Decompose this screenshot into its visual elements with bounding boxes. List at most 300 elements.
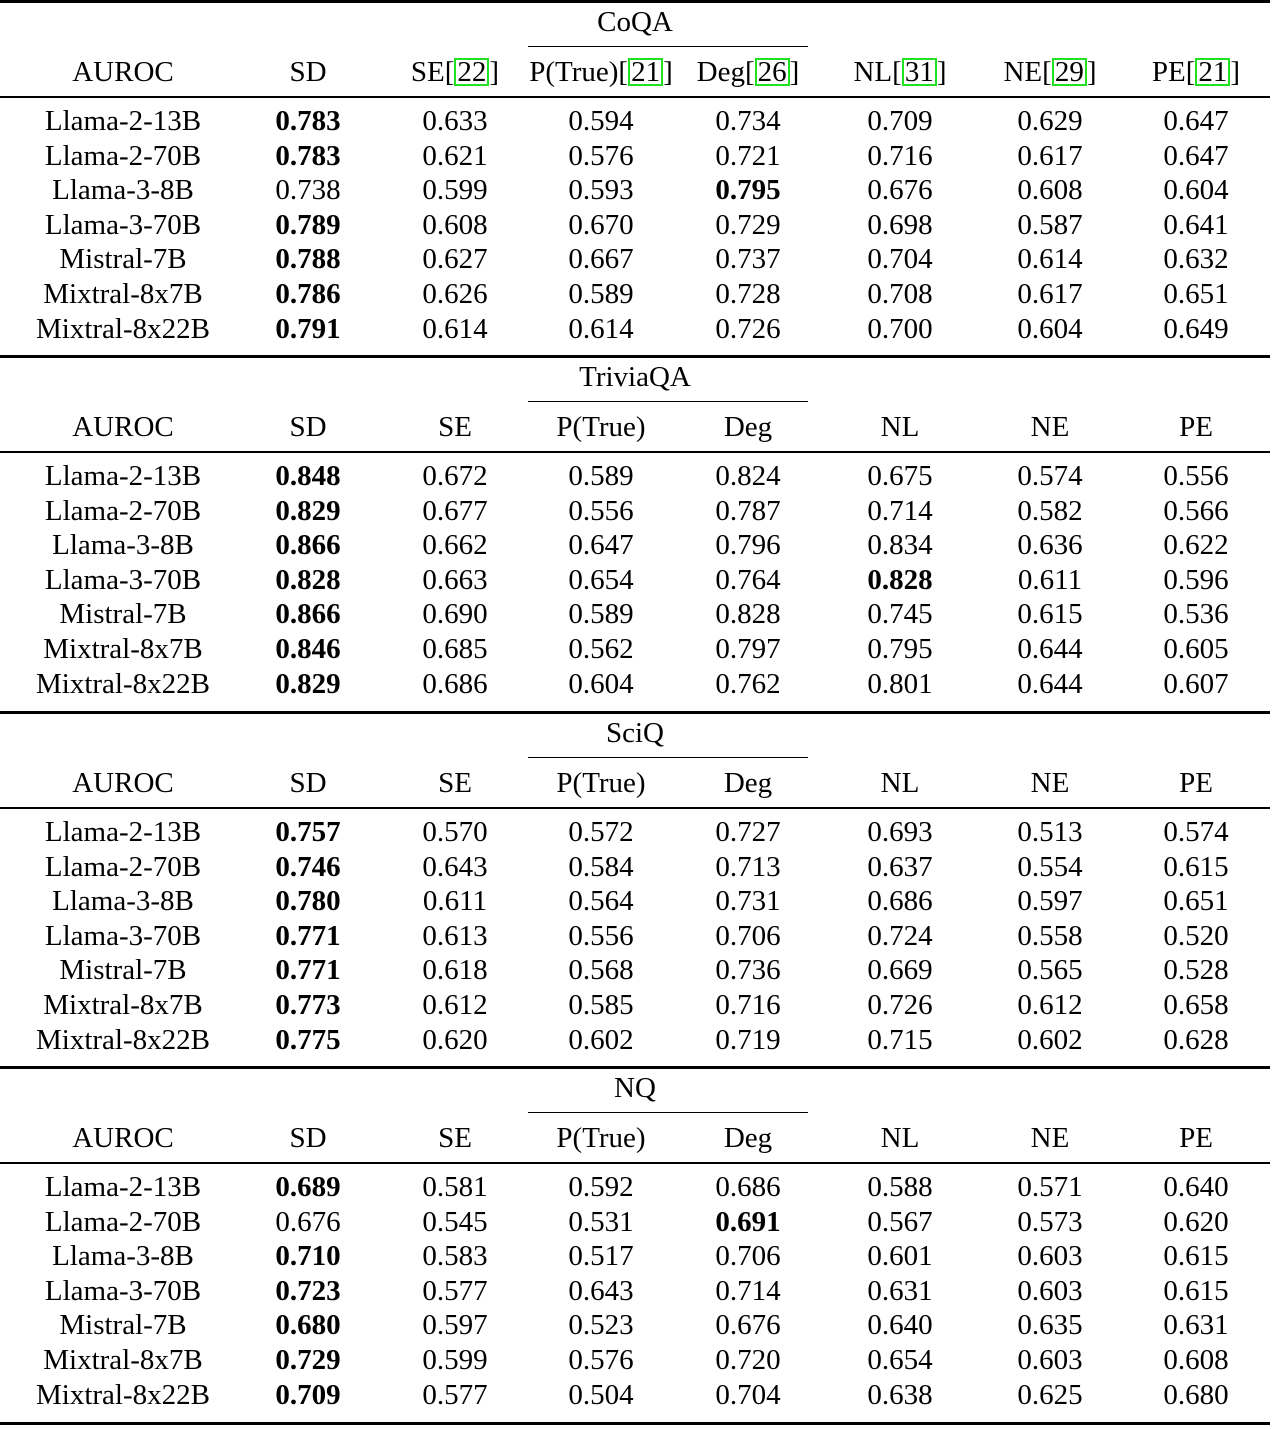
score-cell-nl: 0.715 [867, 1023, 933, 1056]
top-rule [0, 355, 1270, 358]
table-row [0, 1308, 1272, 1343]
score-cell-se: 0.599 [422, 1344, 488, 1376]
score-cell-ne: 0.602 [1017, 1023, 1083, 1056]
column-label: NL [880, 1122, 920, 1154]
score-cell-se: 0.577 [422, 1378, 488, 1411]
score-cell-nl: 0.567 [867, 1205, 933, 1238]
score-cell-pe: 0.649 [1163, 312, 1229, 345]
dataset-block-nq [0, 1066, 1272, 1421]
table-row [0, 667, 1272, 702]
model-name: Mixtral-8x7B [43, 633, 203, 665]
score-cell-se: 0.545 [422, 1205, 488, 1238]
table-row [0, 494, 1272, 529]
score-cell-ne: 0.554 [1017, 850, 1083, 883]
score-cell-ptrue: 0.568 [568, 954, 634, 987]
score-cell-ne: 0.617 [1017, 278, 1083, 310]
citation-bracket-close: ] [789, 56, 800, 88]
score-cell-deg: 0.736 [715, 954, 781, 987]
score-cell-sd: 0.828 [275, 563, 341, 596]
score-cell-deg: 0.716 [715, 989, 781, 1021]
citation-link[interactable]: 22 [454, 58, 489, 86]
column-header-se [395, 55, 515, 90]
score-cell-ptrue: 0.602 [568, 1023, 634, 1056]
score-cell-se: 0.570 [422, 816, 488, 848]
column-header-sd [248, 410, 368, 445]
table-row [0, 528, 1272, 563]
score-cell-deg: 0.714 [715, 1274, 781, 1307]
score-cell-se: 0.577 [422, 1274, 488, 1307]
model-name: Llama-3-8B [52, 885, 194, 918]
score-cell-pe: 0.620 [1163, 1205, 1229, 1238]
score-cell-ne: 0.617 [1017, 139, 1083, 172]
column-label: NE [1030, 1122, 1070, 1154]
dataset-cmidrule [528, 46, 808, 47]
score-cell-pe: 0.622 [1163, 529, 1229, 562]
column-label: SE [410, 56, 445, 88]
score-cell-ptrue: 0.564 [568, 885, 634, 918]
model-name: Mixtral-8x7B [43, 1344, 203, 1376]
score-cell-ne: 0.603 [1017, 1344, 1083, 1376]
score-cell-sd: 0.723 [275, 1274, 341, 1307]
model-name: Mixtral-8x22B [36, 312, 210, 345]
score-cell-ne: 0.625 [1017, 1378, 1083, 1411]
model-name: Mistral-7B [59, 243, 187, 276]
score-cell-nl: 0.745 [867, 598, 933, 631]
table-row [0, 1274, 1272, 1309]
column-header-ne [990, 410, 1110, 445]
score-cell-nl: 0.631 [867, 1274, 933, 1307]
table-row [0, 563, 1272, 598]
score-cell-ptrue: 0.562 [568, 633, 634, 665]
metric-header: AUROC [72, 1122, 174, 1154]
model-name: Llama-2-70B [44, 850, 202, 883]
score-cell-ne: 0.644 [1017, 667, 1083, 700]
score-cell-pe: 0.556 [1163, 460, 1229, 492]
score-cell-nl: 0.675 [867, 460, 933, 492]
score-cell-sd: 0.676 [275, 1205, 341, 1238]
column-label: PE [1151, 56, 1186, 88]
score-cell-sd: 0.775 [275, 1023, 341, 1056]
score-cell-ptrue: 0.584 [568, 850, 634, 883]
score-cell-deg: 0.704 [715, 1378, 781, 1411]
top-rule [0, 1066, 1270, 1069]
column-header-ptrue [520, 766, 682, 801]
score-cell-sd: 0.771 [275, 919, 341, 952]
score-cell-ptrue: 0.593 [568, 174, 634, 207]
column-header-ne [990, 1121, 1110, 1156]
score-cell-nl: 0.714 [867, 494, 933, 527]
score-cell-ne: 0.574 [1017, 460, 1083, 492]
dataset-cmidrule [528, 757, 808, 758]
score-cell-deg: 0.719 [715, 1023, 781, 1056]
score-cell-se: 0.614 [422, 312, 488, 345]
metric-header: AUROC [72, 767, 174, 799]
score-cell-nl: 0.709 [867, 105, 933, 137]
score-cell-deg: 0.734 [715, 105, 781, 137]
table-row [0, 1239, 1272, 1274]
score-cell-pe: 0.647 [1163, 139, 1229, 172]
column-header-deg [688, 766, 808, 801]
column-label: SE [438, 411, 472, 443]
table-row [0, 597, 1272, 632]
model-name: Llama-3-70B [44, 919, 202, 952]
score-cell-se: 0.663 [422, 563, 488, 596]
citation-link[interactable]: 26 [755, 58, 790, 86]
score-cell-se: 0.686 [422, 667, 488, 700]
dataset-block-coqa [0, 0, 1272, 355]
score-cell-sd: 0.829 [275, 667, 341, 700]
score-cell-pe: 0.607 [1163, 667, 1229, 700]
top-rule [0, 0, 1270, 3]
score-cell-ne: 0.571 [1017, 1171, 1083, 1203]
score-cell-se: 0.662 [422, 529, 488, 562]
score-cell-ptrue: 0.517 [568, 1240, 634, 1273]
score-cell-ptrue: 0.589 [568, 278, 634, 310]
score-cell-se: 0.620 [422, 1023, 488, 1056]
score-cell-sd: 0.709 [275, 1378, 341, 1411]
citation-bracket-close: ] [1230, 56, 1241, 88]
column-label: P(True) [529, 56, 619, 88]
model-name: Llama-3-70B [44, 1274, 202, 1307]
score-cell-sd: 0.846 [275, 633, 341, 665]
header-row [0, 766, 1272, 801]
score-cell-ptrue: 0.647 [568, 529, 634, 562]
model-name: Mixtral-8x22B [36, 1378, 210, 1411]
score-cell-se: 0.677 [422, 494, 488, 527]
score-cell-ne: 0.587 [1017, 208, 1083, 241]
header-rule [0, 1162, 1270, 1164]
table-row [0, 208, 1272, 243]
citation-link[interactable]: 21 [1195, 58, 1230, 86]
score-cell-deg: 0.721 [715, 139, 781, 172]
score-cell-deg: 0.726 [715, 312, 781, 345]
score-cell-pe: 0.536 [1163, 598, 1229, 631]
score-cell-se: 0.685 [422, 633, 488, 665]
score-cell-se: 0.690 [422, 598, 488, 631]
score-cell-se: 0.597 [422, 1309, 488, 1342]
score-cell-nl: 0.601 [867, 1240, 933, 1273]
score-cell-pe: 0.641 [1163, 208, 1229, 241]
column-label: P(True) [556, 411, 646, 443]
dataset-title: TriviaQA [579, 361, 691, 393]
table-row [0, 104, 1272, 139]
score-cell-sd: 0.773 [275, 989, 341, 1021]
score-cell-ptrue: 0.531 [568, 1205, 634, 1238]
score-cell-pe: 0.608 [1163, 1344, 1229, 1376]
score-cell-ptrue: 0.576 [568, 139, 634, 172]
score-cell-ne: 0.629 [1017, 105, 1083, 137]
score-cell-ne: 0.635 [1017, 1309, 1083, 1342]
table-row [0, 815, 1272, 850]
citation-link[interactable]: 21 [628, 58, 663, 86]
header-rule [0, 451, 1270, 453]
score-cell-pe: 0.658 [1163, 989, 1229, 1021]
column-header-ptrue [520, 55, 682, 90]
score-cell-deg: 0.713 [715, 850, 781, 883]
score-cell-ptrue: 0.589 [568, 598, 634, 631]
dataset-cmidrule [528, 1112, 808, 1113]
score-cell-ne: 0.615 [1017, 598, 1083, 631]
score-cell-pe: 0.615 [1163, 850, 1229, 883]
citation-bracket-open: [ [892, 56, 902, 88]
score-cell-ne: 0.597 [1017, 885, 1083, 918]
score-cell-se: 0.599 [422, 174, 488, 207]
header-row [0, 410, 1272, 445]
citation-bracket-open: [ [444, 56, 455, 88]
dataset-title: SciQ [606, 717, 664, 749]
score-cell-deg: 0.828 [715, 598, 781, 631]
score-cell-ne: 0.603 [1017, 1240, 1083, 1273]
score-cell-pe: 0.631 [1163, 1309, 1229, 1342]
column-label: NL [880, 767, 920, 799]
score-cell-sd: 0.780 [275, 885, 341, 918]
column-label: P(True) [556, 767, 646, 799]
model-name: Llama-3-8B [52, 1240, 194, 1273]
column-label: Deg [723, 767, 773, 799]
citation-bracket-open: [ [1042, 56, 1052, 88]
column-header-nl [840, 766, 960, 801]
column-label: P(True) [556, 1122, 646, 1154]
table-row [0, 312, 1272, 347]
score-cell-ptrue: 0.670 [568, 208, 634, 241]
score-cell-se: 0.608 [422, 208, 488, 241]
score-cell-nl: 0.828 [867, 563, 933, 596]
score-cell-ne: 0.558 [1017, 919, 1083, 952]
score-cell-deg: 0.764 [715, 563, 781, 596]
header-row [0, 1121, 1272, 1156]
score-cell-pe: 0.640 [1163, 1171, 1229, 1203]
citation-bracket-close: ] [936, 56, 947, 88]
column-label: SE [438, 767, 472, 799]
column-label: PE [1179, 1122, 1213, 1154]
header-rule [0, 96, 1270, 98]
table-row [0, 242, 1272, 277]
score-cell-pe: 0.680 [1163, 1378, 1229, 1411]
score-cell-pe: 0.615 [1163, 1274, 1229, 1307]
metric-header: AUROC [72, 56, 174, 88]
score-cell-sd: 0.729 [275, 1344, 341, 1376]
score-cell-ptrue: 0.667 [568, 243, 634, 276]
column-header-sd [248, 55, 368, 90]
score-cell-pe: 0.651 [1163, 278, 1229, 310]
model-name: Llama-3-70B [44, 563, 202, 596]
column-header-deg [688, 410, 808, 445]
score-cell-ne: 0.611 [1017, 563, 1083, 596]
score-cell-ptrue: 0.576 [568, 1344, 634, 1376]
score-cell-sd: 0.848 [275, 460, 341, 492]
model-name: Mistral-7B [59, 954, 187, 987]
column-header-sd [248, 1121, 368, 1156]
score-cell-ne: 0.612 [1017, 989, 1083, 1021]
score-cell-se: 0.581 [422, 1171, 488, 1203]
score-cell-ptrue: 0.572 [568, 816, 634, 848]
score-cell-ne: 0.603 [1017, 1274, 1083, 1307]
table-row [0, 919, 1272, 954]
model-name: Llama-3-70B [44, 208, 202, 241]
column-label: NL [880, 411, 920, 443]
column-label: SD [289, 1122, 327, 1154]
header-row [0, 55, 1272, 90]
model-name: Mistral-7B [59, 1309, 187, 1342]
score-cell-sd: 0.757 [275, 816, 341, 848]
table-row [0, 988, 1272, 1023]
score-cell-nl: 0.588 [867, 1171, 933, 1203]
score-cell-ptrue: 0.523 [568, 1309, 634, 1342]
column-header-ptrue [520, 410, 682, 445]
score-cell-ptrue: 0.643 [568, 1274, 634, 1307]
score-cell-deg: 0.686 [715, 1171, 781, 1203]
score-cell-se: 0.611 [422, 885, 488, 918]
column-header-ptrue [520, 1121, 682, 1156]
score-cell-sd: 0.680 [275, 1309, 341, 1342]
score-cell-sd: 0.866 [275, 529, 341, 562]
column-header-deg [688, 1121, 808, 1156]
model-name: Llama-2-70B [44, 1205, 202, 1238]
score-cell-sd: 0.789 [275, 208, 341, 241]
citation-link[interactable]: 29 [1052, 58, 1087, 86]
table-row [0, 173, 1272, 208]
bottom-rule [0, 1422, 1270, 1425]
column-header-nl [840, 55, 960, 90]
score-cell-ne: 0.614 [1017, 243, 1083, 276]
table-row [0, 850, 1272, 885]
score-cell-deg: 0.796 [715, 529, 781, 562]
header-rule [0, 807, 1270, 809]
score-cell-se: 0.627 [422, 243, 488, 276]
score-cell-sd: 0.791 [275, 312, 341, 345]
column-header-ne [990, 55, 1110, 90]
citation-link[interactable]: 31 [902, 58, 937, 86]
model-name: Llama-3-8B [52, 174, 194, 207]
score-cell-sd: 0.783 [275, 139, 341, 172]
dataset-block-triviaqa [0, 355, 1272, 710]
citation-bracket-open: [ [1185, 56, 1196, 88]
column-label: SE [438, 1122, 472, 1154]
score-cell-nl: 0.686 [867, 885, 933, 918]
model-name: Mixtral-8x22B [36, 667, 210, 700]
score-cell-deg: 0.676 [715, 1309, 781, 1342]
table-row [0, 139, 1272, 174]
score-cell-sd: 0.746 [275, 850, 341, 883]
score-cell-deg: 0.728 [715, 278, 781, 310]
score-cell-nl: 0.676 [867, 174, 933, 207]
score-cell-nl: 0.801 [867, 667, 933, 700]
table-row [0, 1170, 1272, 1205]
score-cell-pe: 0.604 [1163, 174, 1229, 207]
score-cell-ne: 0.582 [1017, 494, 1083, 527]
dataset-block-sciq [0, 711, 1272, 1066]
score-cell-deg: 0.727 [715, 816, 781, 848]
model-name: Mistral-7B [59, 598, 187, 631]
score-cell-ne: 0.604 [1017, 312, 1083, 345]
score-cell-deg: 0.729 [715, 208, 781, 241]
score-cell-pe: 0.566 [1163, 494, 1229, 527]
score-cell-se: 0.672 [422, 460, 488, 492]
column-label: NE [1003, 56, 1043, 88]
table-row [0, 1343, 1272, 1378]
citation-bracket-open: [ [618, 56, 629, 88]
score-cell-ptrue: 0.556 [568, 494, 634, 527]
score-cell-ptrue: 0.589 [568, 460, 634, 492]
score-cell-ptrue: 0.585 [568, 989, 634, 1021]
model-name: Mixtral-8x7B [43, 989, 203, 1021]
model-name: Llama-2-13B [44, 105, 202, 137]
model-name: Llama-2-13B [44, 1171, 202, 1203]
score-cell-pe: 0.528 [1163, 954, 1229, 987]
column-label: Deg [723, 1122, 773, 1154]
model-name: Llama-3-8B [52, 529, 194, 562]
score-cell-nl: 0.693 [867, 816, 933, 848]
score-cell-pe: 0.651 [1163, 885, 1229, 918]
column-label: Deg [723, 411, 773, 443]
score-cell-se: 0.583 [422, 1240, 488, 1273]
score-cell-nl: 0.704 [867, 243, 933, 276]
score-cell-nl: 0.708 [867, 278, 933, 310]
model-name: Llama-2-70B [44, 494, 202, 527]
score-cell-pe: 0.632 [1163, 243, 1229, 276]
column-header-sd [248, 766, 368, 801]
score-cell-ne: 0.608 [1017, 174, 1083, 207]
score-cell-ptrue: 0.604 [568, 667, 634, 700]
score-cell-ne: 0.644 [1017, 633, 1083, 665]
column-header-se [395, 410, 515, 445]
score-cell-pe: 0.520 [1163, 919, 1229, 952]
column-header-pe [1136, 410, 1256, 445]
column-header-se [395, 1121, 515, 1156]
column-header-nl [840, 1121, 960, 1156]
score-cell-ptrue: 0.654 [568, 563, 634, 596]
table-row [0, 1378, 1272, 1413]
column-header-pe [1136, 766, 1256, 801]
citation-bracket-close: ] [663, 56, 673, 88]
column-header-pe [1136, 1121, 1256, 1156]
score-cell-sd: 0.788 [275, 243, 341, 276]
score-cell-deg: 0.797 [715, 633, 781, 665]
model-name: Llama-2-13B [44, 460, 202, 492]
score-cell-ptrue: 0.614 [568, 312, 634, 345]
table-row [0, 1205, 1272, 1240]
score-cell-pe: 0.615 [1163, 1240, 1229, 1273]
score-cell-sd: 0.738 [275, 174, 341, 207]
score-cell-nl: 0.724 [867, 919, 933, 952]
model-name: Mixtral-8x7B [43, 278, 203, 310]
score-cell-ne: 0.636 [1017, 529, 1083, 562]
dataset-title: CoQA [597, 6, 673, 38]
score-cell-pe: 0.574 [1163, 816, 1229, 848]
model-name: Mixtral-8x22B [36, 1023, 210, 1056]
score-cell-nl: 0.716 [867, 139, 933, 172]
score-cell-deg: 0.706 [715, 919, 781, 952]
column-label: NL [853, 56, 893, 88]
column-header-nl [840, 410, 960, 445]
score-cell-sd: 0.786 [275, 278, 341, 310]
dataset-title: NQ [614, 1072, 656, 1104]
score-cell-nl: 0.638 [867, 1378, 933, 1411]
column-label: NE [1030, 411, 1070, 443]
score-cell-se: 0.633 [422, 105, 488, 137]
dataset-cmidrule [528, 401, 808, 402]
citation-bracket-close: ] [489, 56, 500, 88]
column-header-ne [990, 766, 1110, 801]
score-cell-sd: 0.783 [275, 105, 341, 137]
score-cell-ne: 0.573 [1017, 1205, 1083, 1238]
top-rule [0, 711, 1270, 714]
score-cell-nl: 0.669 [867, 954, 933, 987]
model-name: Llama-2-70B [44, 139, 202, 172]
score-cell-se: 0.643 [422, 850, 488, 883]
score-cell-pe: 0.605 [1163, 633, 1229, 665]
score-cell-pe: 0.596 [1163, 563, 1229, 596]
